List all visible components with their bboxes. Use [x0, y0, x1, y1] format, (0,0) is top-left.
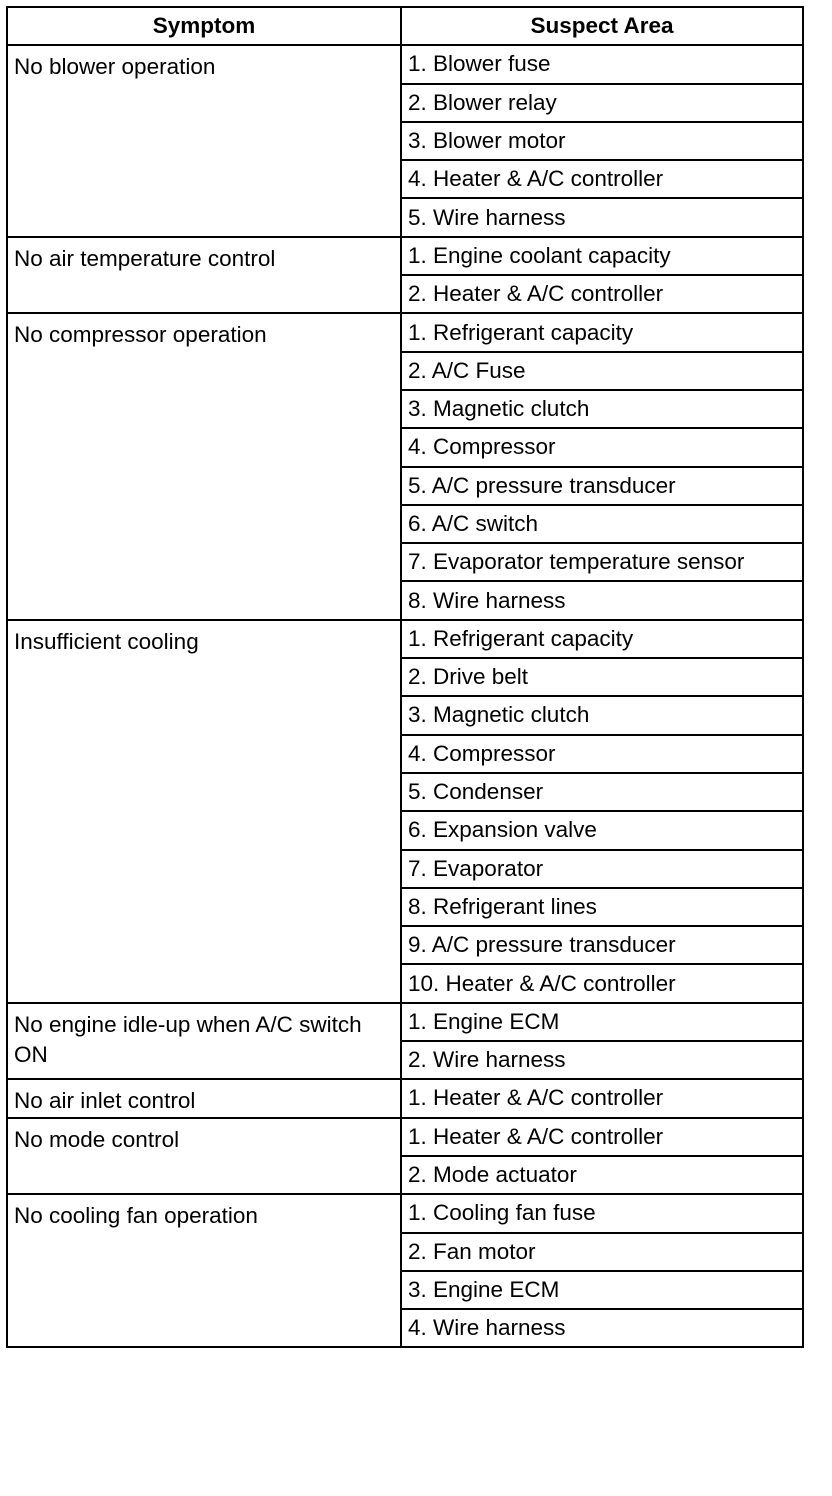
symptom-cell: No blower operation	[7, 45, 401, 236]
suspect-area-cell: 1. Heater & A/C controller	[401, 1079, 803, 1117]
suspect-area-cell: 3. Magnetic clutch	[401, 390, 803, 428]
suspect-area-cell: 2. Fan motor	[401, 1233, 803, 1271]
symptom-cell: No mode control	[7, 1118, 401, 1195]
suspect-area-cell: 4. Compressor	[401, 735, 803, 773]
suspect-area-header: Suspect Area	[401, 7, 803, 45]
suspect-area-cell: 3. Blower motor	[401, 122, 803, 160]
suspect-area-cell: 8. Wire harness	[401, 581, 803, 619]
table-row	[7, 1194, 803, 1232]
suspect-area-cell: 5. A/C pressure transducer	[401, 467, 803, 505]
suspect-area-cell: 2. Drive belt	[401, 658, 803, 696]
table-row	[7, 1118, 803, 1156]
table-row	[7, 237, 803, 275]
troubleshooting-table	[6, 6, 804, 1348]
suspect-area-cell: 4. Compressor	[401, 428, 803, 466]
suspect-area-cell: 8. Refrigerant lines	[401, 888, 803, 926]
suspect-area-cell: 6. A/C switch	[401, 505, 803, 543]
suspect-area-cell: 1. Refrigerant capacity	[401, 620, 803, 658]
symptom-cell: No air temperature control	[7, 237, 401, 314]
table-row	[7, 313, 803, 351]
table-row	[7, 1003, 803, 1041]
suspect-area-cell: 2. Heater & A/C controller	[401, 275, 803, 313]
suspect-area-cell: 1. Blower fuse	[401, 45, 803, 83]
suspect-area-cell: 1. Engine coolant capacity	[401, 237, 803, 275]
symptom-cell: No cooling fan operation	[7, 1194, 401, 1347]
suspect-area-cell: 9. A/C pressure transducer	[401, 926, 803, 964]
symptom-cell: No compressor operation	[7, 313, 401, 619]
suspect-area-cell: 4. Wire harness	[401, 1309, 803, 1347]
table-row	[7, 1079, 803, 1117]
suspect-area-cell: 10. Heater & A/C controller	[401, 964, 803, 1002]
suspect-area-cell: 7. Evaporator	[401, 850, 803, 888]
header-row	[7, 7, 803, 45]
suspect-area-cell: 1. Cooling fan fuse	[401, 1194, 803, 1232]
suspect-area-cell: 1. Engine ECM	[401, 1003, 803, 1041]
suspect-area-cell: 3. Engine ECM	[401, 1271, 803, 1309]
table-row	[7, 620, 803, 658]
suspect-area-cell: 1. Refrigerant capacity	[401, 313, 803, 351]
symptom-cell: Insufficient cooling	[7, 620, 401, 1003]
suspect-area-cell: 5. Condenser	[401, 773, 803, 811]
suspect-area-cell: 2. Wire harness	[401, 1041, 803, 1079]
suspect-area-cell: 2. A/C Fuse	[401, 352, 803, 390]
suspect-area-cell: 4. Heater & A/C controller	[401, 160, 803, 198]
symptom-cell: No engine idle-up when A/C switch ON	[7, 1003, 401, 1080]
symptom-header: Symptom	[7, 7, 401, 45]
suspect-area-cell: 2. Mode actuator	[401, 1156, 803, 1194]
suspect-area-cell: 7. Evaporator temperature sensor	[401, 543, 803, 581]
symptom-cell: No air inlet control	[7, 1079, 401, 1117]
suspect-area-cell: 1. Heater & A/C controller	[401, 1118, 803, 1156]
suspect-area-cell: 6. Expansion valve	[401, 811, 803, 849]
suspect-area-cell: 2. Blower relay	[401, 84, 803, 122]
suspect-area-cell: 3. Magnetic clutch	[401, 696, 803, 734]
suspect-area-cell: 5. Wire harness	[401, 198, 803, 236]
table-row	[7, 45, 803, 83]
table-body	[7, 45, 803, 1347]
